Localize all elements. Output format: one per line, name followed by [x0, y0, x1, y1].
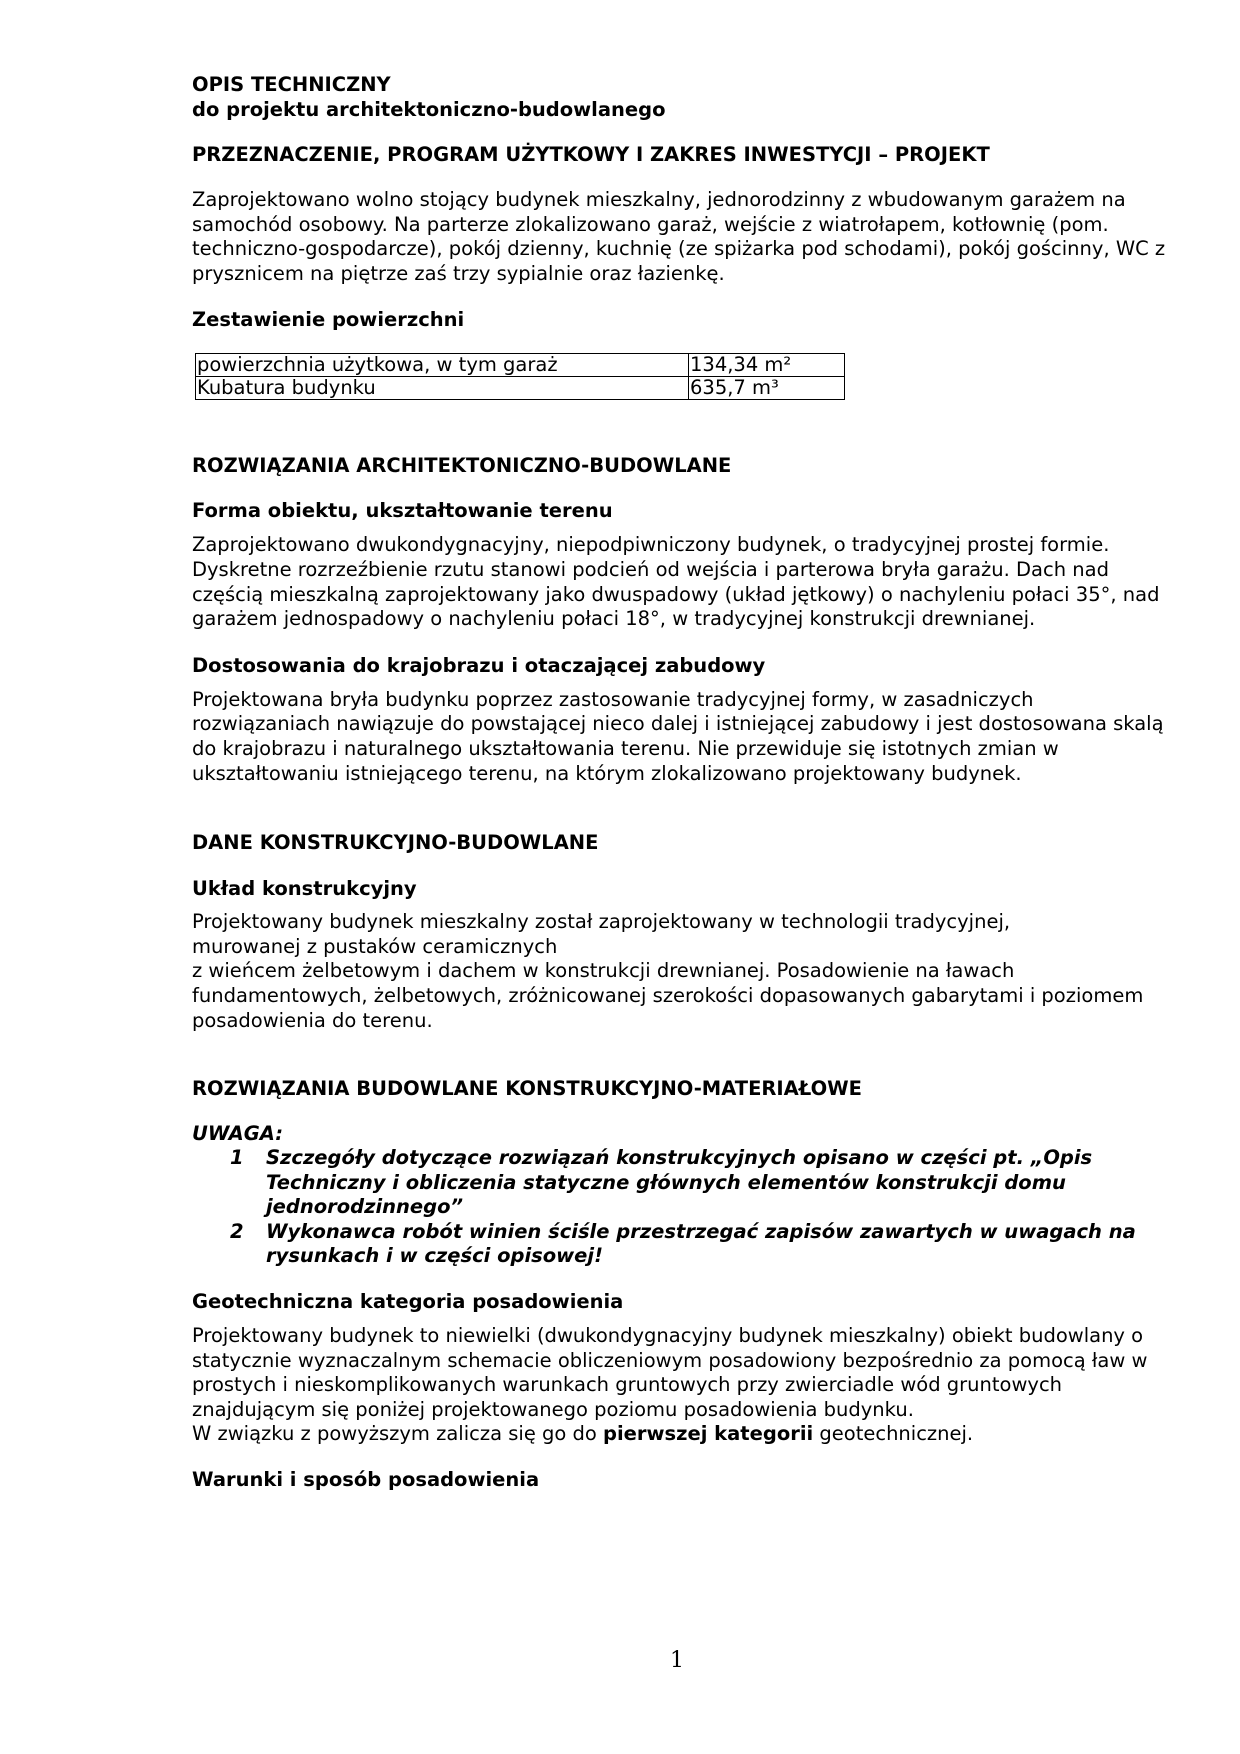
paragraph-geotechniczna: Projektowany budynek to niewielki (dwukondygnacyjny budynek mieszkalny) obiekt budowlany o statycznie wyznaczalnym schemacie obliczeniowym posadowiony bezpośrednio za pomocą ław w prostych i nieskomplikowanych warunkach gruntowych przy zwierciadle wód gruntowych znajdującym się poniżej projektowanego poziomu posadowienia budynku.: [192, 1324, 1148, 1421]
list-item-number: 1: [230, 1146, 244, 1170]
list-item-number: 2: [230, 1219, 244, 1243]
table-cell-value: 635,7 m³: [689, 377, 845, 400]
document-title: OPIS TECHNICZNY: [192, 73, 391, 96]
note-label: UWAGA:: [192, 1122, 283, 1146]
kategoria-text-post: geotechnicznej.: [813, 1422, 974, 1446]
paragraph-forma: Zaprojektowano dwukondygnacyjny, niepodpiwniczony budynek, o tradycyjnej prostej formie. Dyskretne rozrzeźbienie rzutu stanowi podcień od wejścia i parterowa bryła garażu. Dach nad częścią mieszkalną zaprojektowany jako dwuspadowy (układ jętkowy) o nachyleniu połaci 35°, nad garażem jednospadowy o nachyleniu połaci 18°, w tradycyjnej konstrukcji drewnianej.: [192, 533, 1160, 631]
area-table: [195, 353, 845, 400]
table-cell-label: Kubatura budynku: [196, 377, 689, 400]
kategoria-text-bold: pierwszej kategorii: [603, 1422, 814, 1446]
kategoria-text-pre: W związku z powyższym zalicza się go do: [192, 1422, 604, 1446]
section-heading-materialowe: ROZWIĄZANIA BUDOWLANE KONSTRUKCYJNO-MATERIAŁOWE: [192, 1077, 862, 1101]
subheading-forma: Forma obiektu, ukształtowanie terenu: [192, 499, 613, 523]
paragraph-uklad-b: z wieńcem żelbetowym i dachem w konstrukcji drewnianej. Posadowienie na ławach fundamentowych, żelbetowych, zróżnicowanej szerokości dopasowanych gabarytami i poziomem posadowienia do terenu.: [192, 959, 1144, 1032]
list-item: [192, 1220, 1172, 1269]
section-heading-przeznaczenie: PRZEZNACZENIE, PROGRAM UŻYTKOWY I ZAKRES INWESTYCJI – PROJEKT: [192, 143, 990, 166]
paragraph-przeznaczenie: Zaprojektowano wolno stojący budynek mieszkalny, jednorodzinny z wbudowanym garażem na samochód osobowy. Na parterze zlokalizowano garaż, wejście z wiatrołapem, kotłownię (pom. techniczno-gospodarcze), pokój dzienny, kuchnię (ze spiżarka pod schodami), pokój gościnny, WC z prysznicem na piętrze zaś trzy sypialnie oraz łazienkę.: [192, 188, 1166, 285]
paragraph-dostosowania: Projektowana bryła budynku poprzez zastosowanie tradycyjnej formy, w zasadniczych rozwiązaniach nawiązuje do powstającej nieco dalej i istniejącej zabudowy i jest dostosowana skalą do krajobrazu i naturalnego ukształtowania terenu. Nie przewiduje się istotnych zmian w ukształtowaniu istniejącego terenu, na którym zlokalizowano projektowany budynek.: [192, 687, 1164, 785]
subheading-uklad: Układ konstrukcyjny: [192, 877, 417, 901]
paragraph-kategoria: [192, 1422, 1172, 1447]
list-item: [192, 1146, 1172, 1220]
subheading-dostosowania: Dostosowania do krajobrazu i otaczającej zabudowy: [192, 653, 766, 677]
list-item-text: Szczegóły dotyczące rozwiązań konstrukcyjnych opisano w części pt. „Opis Techniczny i obliczenia statyczne głównych elementów konstrukcji domu jednorodzinnego”: [266, 1146, 1093, 1219]
table-cell-value: 134,34 m²: [689, 354, 845, 377]
table-row: [196, 377, 845, 400]
document-subtitle: do projektu architektoniczno-budowlanego: [192, 98, 666, 121]
section-heading-architektoniczne: ROZWIĄZANIA ARCHITEKTONICZNO-BUDOWLANE: [192, 454, 732, 478]
section-heading-konstrukcyjne: DANE KONSTRUKCYJNO-BUDOWLANE: [192, 831, 599, 855]
table-cell-label: powierzchnia użytkowa, w tym garaż: [196, 354, 689, 377]
paragraph-uklad-a: Projektowany budynek mieszkalny został zaprojektowany w technologii tradycyjnej, murowanej z pustaków ceramicznych: [192, 910, 1011, 958]
note-list: [192, 1146, 1172, 1269]
list-item-text: Wykonawca robót winien ściśle przestrzegać zapisów zawartych w uwagach na rysunkach i w części opisowej!: [266, 1219, 1136, 1268]
page-number: 1: [670, 1648, 684, 1673]
subheading-geotechniczna: Geotechniczna kategoria posadowienia: [192, 1290, 624, 1314]
table-row: [196, 354, 845, 377]
document-page: [192, 72, 1172, 1492]
subheading-warunki: Warunki i sposób posadowienia: [192, 1468, 540, 1492]
subheading-zestawienie: Zestawienie powierzchni: [192, 308, 465, 332]
